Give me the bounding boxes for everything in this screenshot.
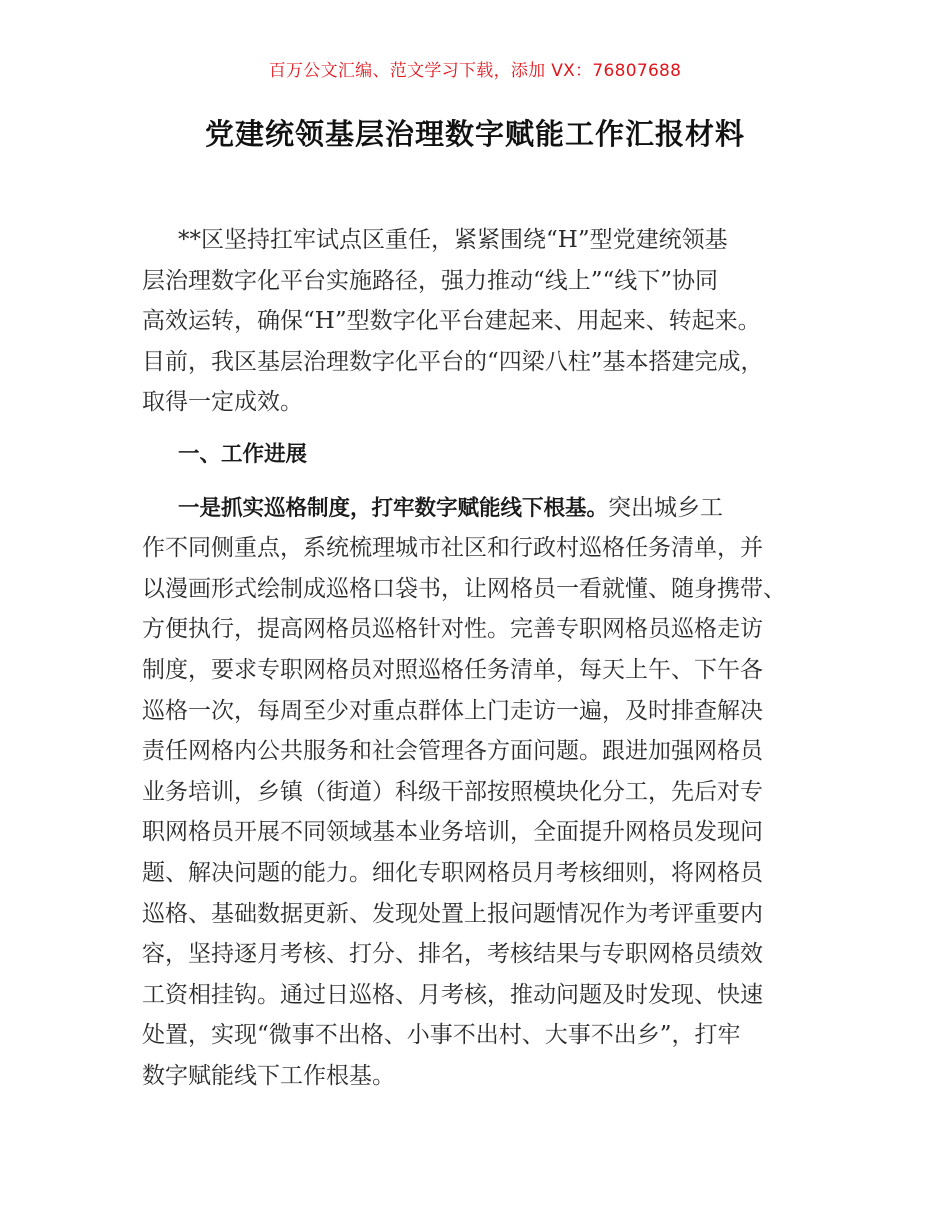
- paragraph-bold-lead: 一是抓实巡格制度，打牢数字赋能线下根基。: [178, 495, 609, 521]
- paragraph-line: 题、解决问题的能力。细化专职网格员月考核细则，将网格员: [142, 859, 763, 886]
- paragraph-line: 容，坚持逐月考核、打分、排名，考核结果与专职网格员绩效: [142, 941, 763, 968]
- paragraph-line: 职网格员开展不同领域基本业务培训，全面提升网格员发现问: [142, 819, 763, 846]
- paragraph-line: 业务培训，乡镇（街道）科级干部按照模块化分工，先后对专: [142, 778, 763, 805]
- document-body: [142, 220, 832, 1096]
- paragraph-line: 工资相挂钩。通过日巡格、月考核，推动问题及时发现、快速: [142, 981, 763, 1008]
- intro-line: 高效运转，确保“H”型数字化平台建起来、用起来、转起来。: [142, 308, 761, 335]
- paragraph-line: 责任网格内公共服务和社会管理各方面问题。跟进加强网格员: [142, 738, 763, 765]
- watermark-banner: 百万公文汇编、范文学习下载，添加 VX：76807688: [268, 61, 682, 81]
- intro-line: 层治理数字化平台实施路径，强力推动“线上”“线下”协同: [142, 267, 719, 294]
- paragraph-line: 巡格、基础数据更新、发现处置上报问题情况作为考评重要内: [142, 900, 763, 927]
- paragraph-line: 处置，实现“微事不出格、小事不出村、大事不出乡”，打牢: [142, 1022, 741, 1049]
- intro-line: 目前，我区基层治理数字化平台的“四梁八柱”基本搭建完成，: [142, 348, 764, 375]
- paragraph-line: 巡格一次，每周至少对重点群体上门走访一遍，及时排查解决: [142, 697, 763, 724]
- paragraph-line: 方便执行，提高网格员巡格针对性。完善专职网格员巡格走访: [142, 616, 763, 643]
- paragraph-line: 作不同侧重点，系统梳理城市社区和行政村巡格任务清单，并: [142, 535, 763, 562]
- intro-line: **区坚持扛牢试点区重任，紧紧围绕“H”型党建统领基: [178, 227, 728, 253]
- section-heading: 一、工作进展: [178, 441, 308, 467]
- paragraph-first-line-rest: 突出城乡工: [608, 494, 724, 521]
- paragraph-line: 数字赋能线下工作根基。: [142, 1062, 395, 1089]
- paragraph-line: 以漫画形式绘制成巡格口袋书，让网格员一看就懂、随身携带、: [142, 575, 786, 602]
- intro-line: 取得一定成效。: [142, 389, 303, 416]
- paragraph-first-line: [142, 488, 832, 529]
- document-title: 党建统领基层治理数字赋能工作汇报材料: [204, 117, 745, 151]
- paragraph-line: 制度，要求专职网格员对照巡格任务清单，每天上午、下午各: [142, 656, 763, 683]
